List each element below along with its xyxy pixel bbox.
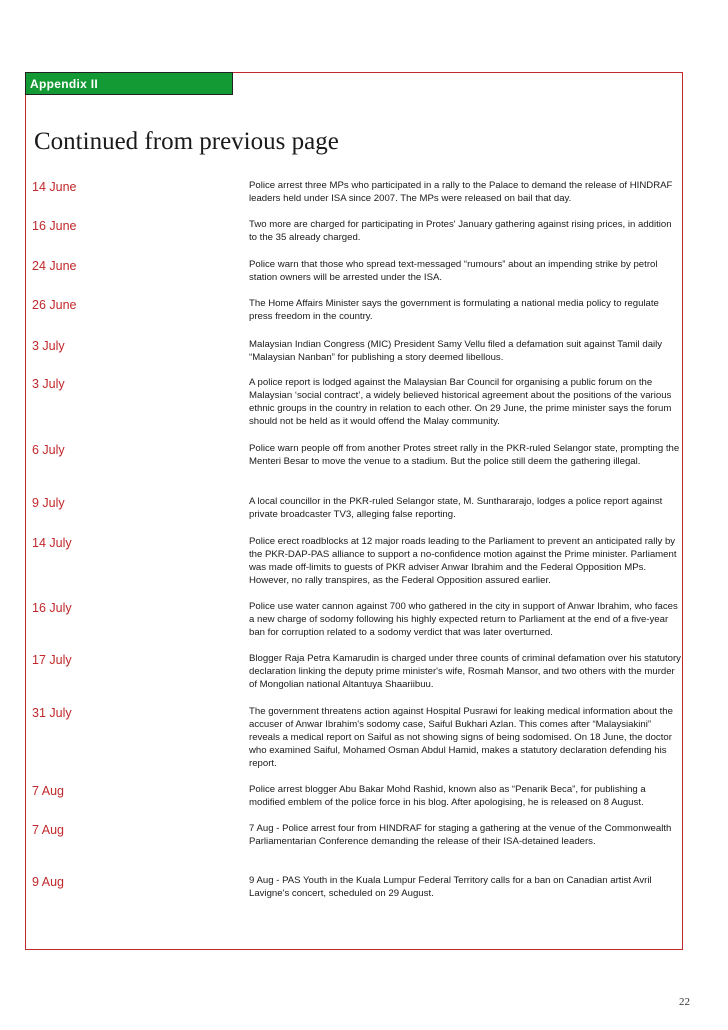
- entry-text: The Home Affairs Minister says the government is formulating a national media policy to regulate press freedom in the country.: [249, 298, 659, 323]
- timeline-entry: [32, 258, 682, 297]
- entry-date: 31 July: [32, 706, 72, 720]
- entry-text: The government threatens action against Hospital Pusrawi for leaking medical information about the accuser of Anwar Ibrahim's sodomy case, Saiful Bukhari Azlan. This comes after “Malaysiakini” reveals a medical report on Saiful as not showing signs of being sodomised. On 18 June, the doctor who examined Saiful, Mohamed Osman Abdul Hamid, makes a statutory declaration defending his report.: [249, 706, 673, 770]
- entry-date: 9 Aug: [32, 875, 64, 889]
- timeline-entry: [32, 535, 682, 600]
- entry-date: 7 Aug: [32, 784, 64, 798]
- entry-text: Police use water cannon against 700 who gathered in the city in support of Anwar Ibrahim, who faces a new charge of sodomy following his highly expected return to Parliament at the end of a five-year ban for corruption related to a sodomy verdict that was later overturned.: [249, 601, 678, 639]
- entry-date: 24 June: [32, 259, 77, 273]
- timeline-entry: [32, 705, 682, 783]
- entry-date: 16 July: [32, 601, 72, 615]
- entry-date: 16 June: [32, 219, 77, 233]
- entry-text: Malaysian Indian Congress (MIC) President Samy Vellu filed a defamation suit against Tamil daily “Malaysian Nanban” for publishing a story deemed libellous.: [249, 339, 663, 364]
- timeline-entry: [32, 376, 682, 442]
- timeline-entry: [32, 783, 682, 822]
- timeline-entry: [32, 218, 682, 258]
- entry-text: Police arrest three MPs who participated in a rally to the Palace to demand the release of HINDRAF leaders held under ISA since 2007. The MPs were released on bail that day.: [249, 180, 673, 205]
- page-title: Continued from previous page: [34, 128, 339, 155]
- timeline-entry: [32, 297, 682, 338]
- entry-date: 9 July: [32, 496, 65, 510]
- timeline-entry: [32, 495, 682, 535]
- entry-date: 14 June: [32, 180, 77, 194]
- timeline-entry: [32, 338, 682, 376]
- timeline-list: [32, 179, 682, 913]
- entry-text: Police warn that those who spread text-messaged “rumours” about an impending strike by petrol station owners will be arrested under the ISA.: [249, 259, 658, 284]
- timeline-entry: [32, 822, 682, 874]
- entry-text: Blogger Raja Petra Kamarudin is charged under three counts of criminal defamation over his statutory declaration linking the deputy prime minister's wife, Rosmah Mansor, and two others with the murder of Mongolian national Altantuya Shaariibuu.: [249, 653, 681, 691]
- entry-date: 17 July: [32, 653, 72, 667]
- entry-date: 6 July: [32, 443, 65, 457]
- entry-text: Police arrest blogger Abu Bakar Mohd Rashid, known also as “Penarik Beca”, for publishing a modified emblem of the police force in his blog. After apologising, he is released on 8 August.: [249, 784, 646, 809]
- entry-date: 3 July: [32, 339, 65, 353]
- entry-text: A local councillor in the PKR-ruled Selangor state, M. Sunthararajo, lodges a police report against private broadcaster TV3, alleging false reporting.: [249, 496, 663, 521]
- timeline-entry: [32, 442, 682, 495]
- entry-date: 7 Aug: [32, 823, 64, 837]
- entry-text: Police warn people off from another Protes street rally in the PKR-ruled Selangor state, prompting the Menteri Besar to move the venue to a stadium. But the police still deem the gathering illegal.: [249, 443, 680, 468]
- entry-date: 14 July: [32, 536, 72, 550]
- entry-text: Two more are charged for participating in Protes' January gathering against rising prices, in addition to the 35 already charged.: [249, 219, 672, 244]
- timeline-entry: [32, 179, 682, 218]
- timeline-entry: [32, 874, 682, 913]
- entry-text: 9 Aug - PAS Youth in the Kuala Lumpur Federal Territory calls for a ban on Canadian artist Avril Lavigne's concert, scheduled on 29 August.: [249, 875, 652, 900]
- entry-text: A police report is lodged against the Malaysian Bar Council for organising a public forum on the Malaysian ‘social contract’, a widely believed historical agreement about the positions of the various ethnic groups in the country in relation to each other. On 29 June, the prime minister says the forum should not be held as it would offend the Malay community.: [249, 377, 672, 428]
- entry-date: 26 June: [32, 298, 77, 312]
- timeline-entry: [32, 652, 682, 705]
- page-number: 22: [679, 996, 690, 1008]
- entry-text: Police erect roadblocks at 12 major roads leading to the Parliament to prevent an anticipated rally by the PKR-DAP-PAS alliance to support a no-confidence motion against the Prime minister. Parliament was made off-limits to guests of PKR adviser Anwar Ibrahim and the Federal Opposition MPs. However, no rally transpires, as the Federal Opposition assured earlier.: [249, 536, 677, 587]
- timeline-entry: [32, 600, 682, 652]
- appendix-label: Appendix II: [25, 72, 233, 95]
- entry-text: 7 Aug - Police arrest four from HINDRAF for staging a gathering at the venue of the Commonwealth Parliamentarian Conference demanding the release of their ISA-detained leaders.: [249, 823, 672, 848]
- entry-date: 3 July: [32, 377, 65, 391]
